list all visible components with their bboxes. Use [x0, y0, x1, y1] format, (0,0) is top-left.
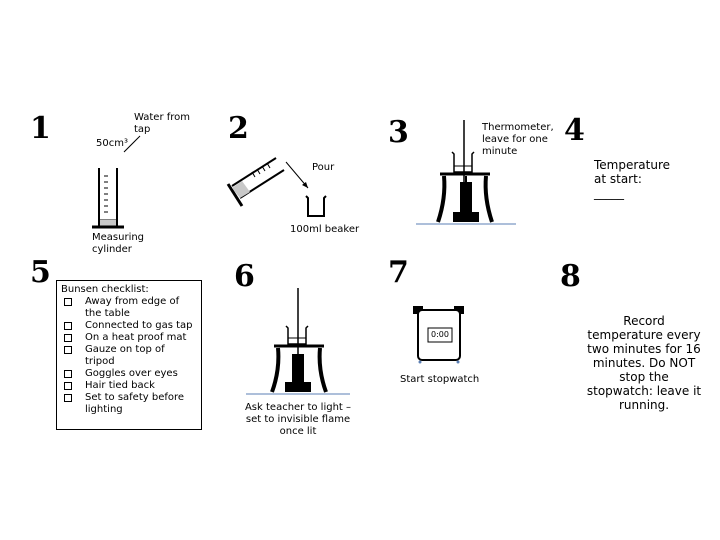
record-temperature-caption: Record temperature every two minutes for 16 minutes. Do NOT stop the stopwatch: leave it running.	[586, 314, 702, 412]
water-from-tap-label: Water from tap	[134, 112, 191, 135]
step-number-5: 5	[30, 255, 51, 290]
start-stopwatch-caption: Start stopwatch	[400, 374, 480, 385]
step-number-6: 6	[234, 259, 255, 294]
stopwatch-display: 0:00	[431, 330, 449, 339]
light-bunsen-caption: Ask teacher to light – set to invisible flame once lit	[244, 402, 352, 437]
temperature-blank: _____	[594, 186, 624, 200]
checklist-item: Hair tied back	[61, 380, 197, 392]
pour-arrow	[286, 162, 308, 188]
bunsen-checklist	[56, 280, 202, 430]
step-number-8: 8	[560, 259, 581, 294]
beaker-icon	[306, 196, 326, 216]
checklist-item: Set to safety before lighting	[61, 392, 197, 416]
step-number-7: 7	[388, 255, 409, 290]
step-number-3: 3	[388, 115, 409, 150]
measuring-cylinder-icon	[92, 168, 124, 227]
thermometer-label: Thermometer, leave for one minute	[482, 122, 554, 157]
checklist-item: Gauze on top of tripod	[61, 344, 197, 368]
pouring-cylinder-icon	[228, 158, 284, 206]
step-number-2: 2	[228, 111, 249, 146]
temperature-at-start-label: Temperature at start:	[594, 158, 671, 186]
checklist-items	[61, 296, 197, 416]
step-number-4: 4	[564, 113, 585, 148]
beaker-label: 100ml beaker	[290, 224, 360, 235]
checklist-item: Away from edge of the table	[61, 296, 197, 320]
volume-label: 50cm³	[96, 138, 128, 149]
bunsen-tripod-icon	[246, 288, 350, 394]
checklist-item: On a heat proof mat	[61, 332, 197, 344]
pour-label: Pour	[312, 162, 335, 173]
measuring-cylinder-label: Measuring cylinder	[92, 232, 145, 255]
step-number-1: 1	[30, 111, 51, 146]
checklist-item: Connected to gas tap	[61, 320, 197, 332]
checklist-title: Bunsen checklist:	[61, 284, 149, 295]
checklist-item: Goggles over eyes	[61, 368, 197, 380]
